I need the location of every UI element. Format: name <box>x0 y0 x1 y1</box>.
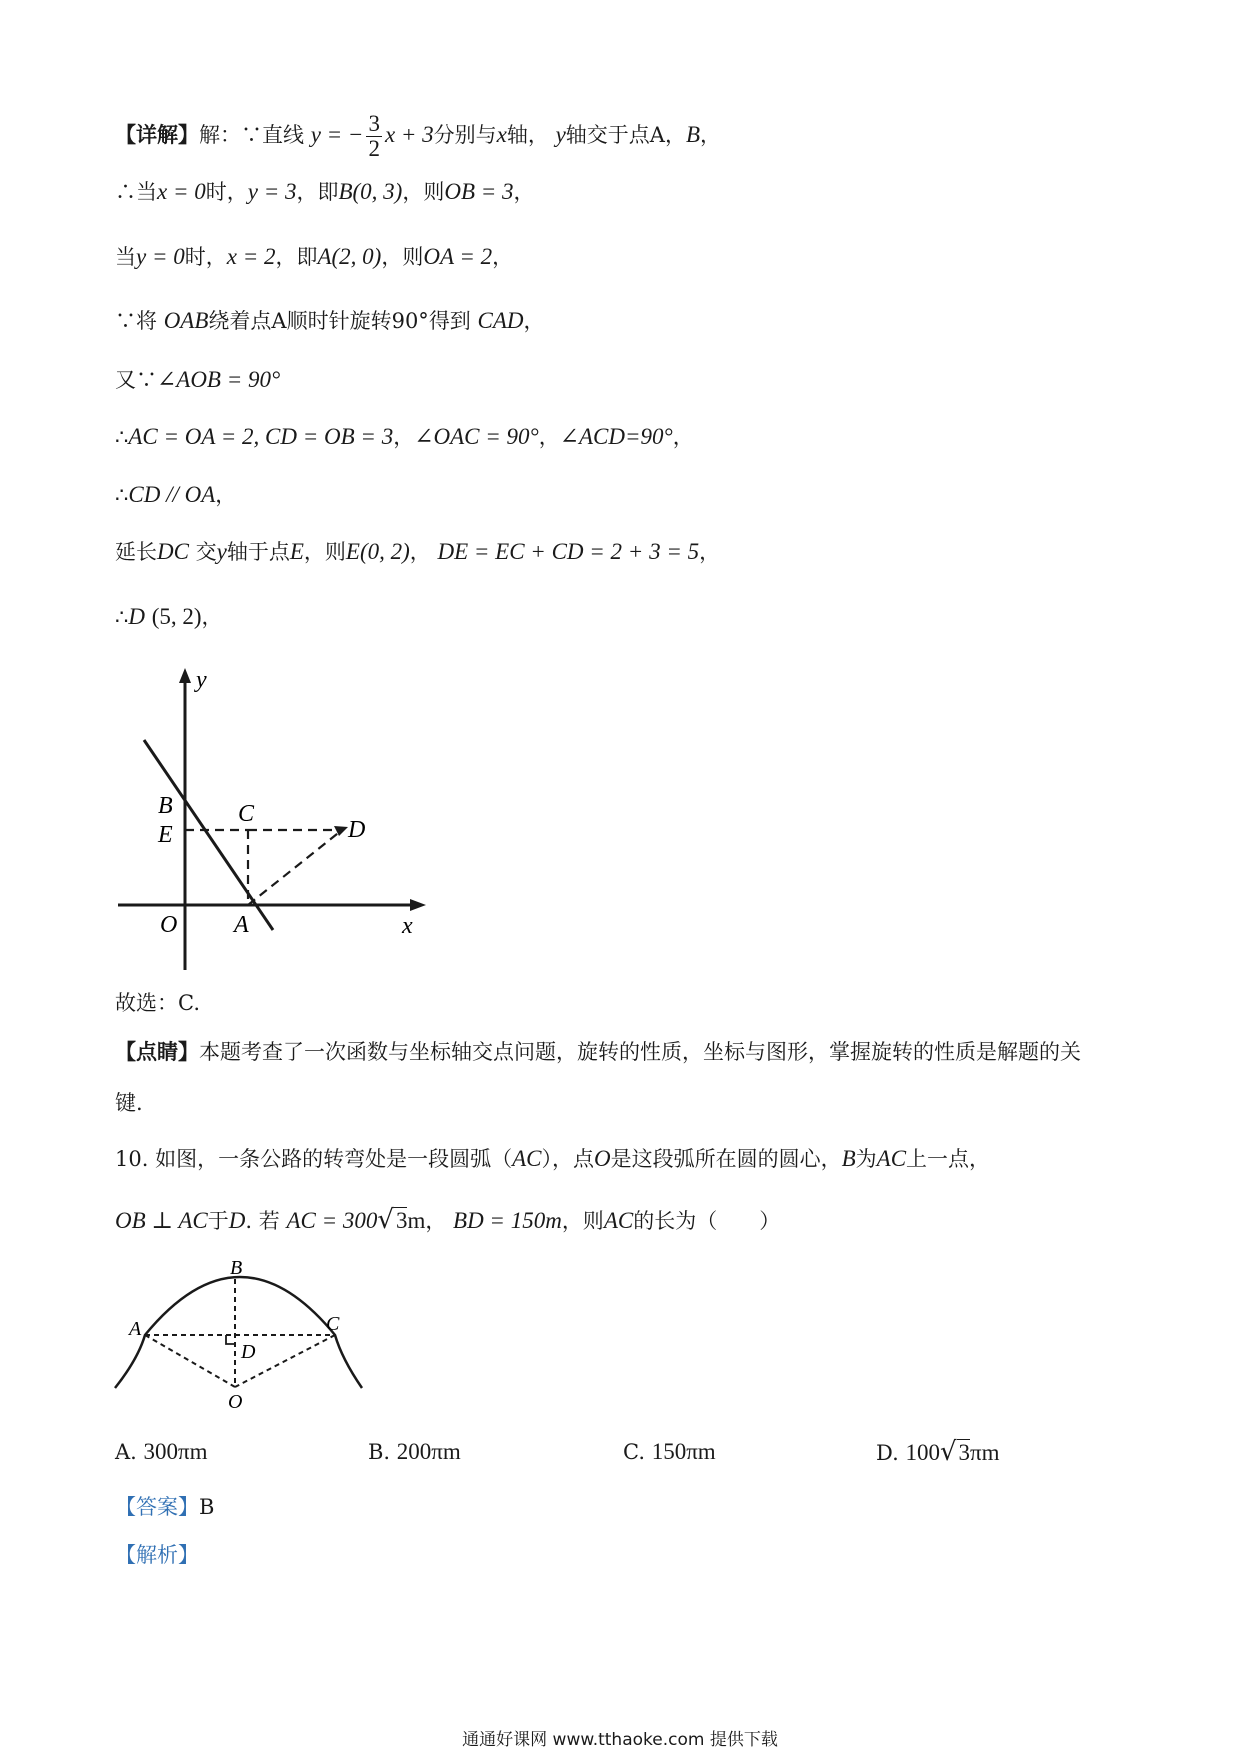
math-text: E(0, 2) <box>345 539 410 564</box>
math-text: AC = 300 <box>286 1208 378 1233</box>
text: 解：∵直线 <box>199 122 304 147</box>
label-c: C <box>238 801 255 827</box>
math-text: OB = 3 <box>444 179 514 204</box>
option-value: 3 <box>958 1440 971 1465</box>
option-value: 200πm <box>396 1439 461 1464</box>
math-text: x = 2 <box>226 244 276 269</box>
math-text: DC <box>157 539 189 564</box>
math-y: y <box>555 121 566 147</box>
math-text: y = 0 <box>136 244 185 269</box>
solution-line-8 <box>115 537 720 567</box>
option-letter: C. <box>623 1440 645 1464</box>
math-text: x + 3 <box>384 121 434 147</box>
comment-line-1 <box>115 1037 1081 1067</box>
math-text: OAB <box>163 308 209 333</box>
math-x: x <box>496 121 507 147</box>
math-text: ∠ACD=90° <box>559 424 673 449</box>
text: 轴于点 <box>226 540 290 564</box>
text: ， <box>664 122 686 147</box>
analysis-line <box>115 1540 199 1570</box>
math-text: AC <box>876 1146 907 1171</box>
text: 交 <box>195 540 217 564</box>
math-text: m <box>407 1208 426 1233</box>
math-text: AC <box>603 1208 634 1233</box>
text: 延长 <box>115 540 157 564</box>
text: 上一点， <box>906 1147 991 1171</box>
solution-line-9 <box>115 602 223 632</box>
text: . 若 <box>245 1209 280 1233</box>
option-b[interactable] <box>368 1437 461 1467</box>
solution-line-7 <box>115 480 236 510</box>
math-text: AC <box>512 1146 542 1171</box>
option-d[interactable] <box>876 1437 1000 1468</box>
line-equation <box>310 111 434 161</box>
option-value: 150πm <box>651 1439 716 1464</box>
text: A <box>271 309 287 333</box>
segment-ao <box>145 1335 235 1387</box>
text: ，则 <box>303 540 346 564</box>
math-text: D <box>128 604 145 629</box>
math-text: D <box>228 1208 246 1233</box>
solution-line-6 <box>115 422 694 452</box>
math-text: O <box>593 1146 611 1171</box>
label-b: B <box>158 793 173 819</box>
text: ， <box>409 540 431 564</box>
label-c: C <box>326 1313 340 1335</box>
math-text: CAD <box>477 308 524 333</box>
text: ∴ <box>115 483 129 507</box>
text: 于 <box>207 1209 229 1233</box>
math-text: y = − <box>310 121 364 147</box>
label-d: D <box>241 1341 256 1363</box>
label-o: O <box>228 1391 243 1413</box>
answer-tag: 【答案】 <box>115 1495 199 1519</box>
comment-line-2 <box>115 1088 143 1118</box>
math-text: (5, 2) <box>151 604 202 629</box>
question-10-line-1 <box>115 1144 990 1174</box>
option-letter: A. <box>115 1440 137 1464</box>
math-y: y <box>216 539 227 564</box>
option-letter: B. <box>368 1440 391 1464</box>
text: ， <box>672 425 694 449</box>
solution-line-3 <box>115 242 513 272</box>
right-angle-icon <box>226 1335 235 1344</box>
text: 得到 <box>428 309 471 333</box>
road-arc <box>115 1277 362 1388</box>
label-x: x <box>402 913 413 939</box>
text: ， <box>215 483 237 507</box>
detail-tag: 【详解】 <box>115 121 199 147</box>
math-text: x = 0 <box>157 179 206 204</box>
text: ， <box>538 425 560 449</box>
math-text: B(0, 3) <box>338 179 403 204</box>
label-d: D <box>348 817 366 843</box>
text: ， <box>513 180 535 204</box>
text: ， <box>523 309 545 333</box>
text: ， <box>201 605 223 629</box>
text: 顺时针旋转 <box>286 309 392 333</box>
fraction <box>366 112 382 161</box>
label-o: O <box>160 912 178 938</box>
text: 是这段弧所在圆的圆心， <box>610 1147 842 1171</box>
option-letter: D. <box>876 1441 899 1465</box>
option-c[interactable] <box>623 1437 716 1467</box>
label-y: y <box>196 667 207 693</box>
text: 时， <box>184 245 227 269</box>
option-value: 100 <box>905 1440 940 1465</box>
math-text: B <box>841 1146 856 1171</box>
text: 本题考查了一次函数与坐标轴交点问题，旋转的性质，坐标与图形，掌握旋转的性质是解题的关 <box>199 1040 1081 1064</box>
option-value: πm <box>970 1440 1000 1465</box>
y-axis-arrow-icon <box>179 668 191 683</box>
fraction-numerator: 3 <box>368 111 380 136</box>
math-text: OB ⊥ AC <box>115 1208 208 1233</box>
x-axis-arrow-icon <box>410 899 426 911</box>
math-text: y = 3 <box>247 179 297 204</box>
text: ∴ <box>115 425 129 449</box>
text: 10. 如图，一条公路的转弯处是一段圆弧（ <box>115 1147 513 1171</box>
math-text: E <box>289 539 304 564</box>
label-e: E <box>158 822 173 848</box>
math-text: CD // OA <box>128 482 216 507</box>
answer-line <box>115 1492 214 1522</box>
option-a[interactable] <box>115 1437 208 1467</box>
text: 分别与 <box>433 122 497 147</box>
comment-tag: 【点睛】 <box>115 1039 199 1064</box>
math-text: ∠AOB = 90° <box>157 367 281 392</box>
text: ， <box>699 540 721 564</box>
math-text: B <box>685 121 701 147</box>
question-10-line-2 <box>115 1205 780 1236</box>
text: 90° <box>391 309 429 333</box>
label-a: A <box>234 912 249 938</box>
arc-figure <box>110 1255 370 1415</box>
text: 绕着点 <box>208 309 272 333</box>
sqrt-icon: √ <box>939 1437 957 1467</box>
math-text: 3 <box>395 1208 408 1233</box>
text: 的长为（ ） <box>633 1209 781 1233</box>
text: ，则 <box>561 1209 604 1233</box>
math-text: OA = 2 <box>423 244 493 269</box>
text: A <box>649 122 665 147</box>
analysis-tag: 【解析】 <box>115 1543 199 1567</box>
text: ， <box>425 1209 447 1233</box>
text: ，即 <box>275 245 318 269</box>
math-text: A(2, 0) <box>317 244 382 269</box>
math-text: ∠OAC = 90° <box>414 424 539 449</box>
arc-ac <box>512 1144 541 1174</box>
text: ， <box>700 122 722 147</box>
text: ∴ <box>115 605 129 629</box>
text: ，即 <box>296 180 339 204</box>
segment-ad <box>248 830 342 905</box>
text: ， <box>393 425 415 449</box>
coordinate-figure <box>110 665 440 975</box>
text: ），点 <box>541 1147 594 1171</box>
math-text: BD = 150m <box>453 1208 562 1233</box>
text: 当 <box>115 245 136 269</box>
solution-line-1 <box>115 112 721 161</box>
text: 轴交于点 <box>565 122 650 147</box>
solution-line-4 <box>115 306 545 336</box>
label-b: B <box>230 1257 243 1279</box>
text: 时， <box>205 180 248 204</box>
option-value: 300πm <box>143 1439 208 1464</box>
answer-value: B <box>199 1495 215 1519</box>
text: 轴， <box>506 122 549 147</box>
solution-line-5 <box>115 365 280 395</box>
math-text: DE = EC + CD = 2 + 3 = 5 <box>437 539 700 564</box>
text: ∵将 <box>115 309 157 333</box>
text: 又∵ <box>115 368 157 392</box>
text: ， <box>492 245 514 269</box>
solution-line-2 <box>115 177 535 207</box>
fraction-denominator: 2 <box>368 136 380 161</box>
text: 为 <box>855 1147 877 1171</box>
text: ，则 <box>381 245 424 269</box>
footer: 通通好课网 www.tthaoke.com 提供下载 <box>462 1730 778 1750</box>
text: ，则 <box>402 180 445 204</box>
text: 故选：C. <box>115 991 200 1015</box>
text: ∴当 <box>115 180 157 204</box>
text: 键. <box>115 1091 143 1115</box>
label-a: A <box>129 1318 142 1340</box>
sqrt-icon: √ <box>377 1205 394 1235</box>
solution-choice <box>115 988 200 1018</box>
math-text: AC = OA = 2, CD = OB = 3 <box>128 424 394 449</box>
